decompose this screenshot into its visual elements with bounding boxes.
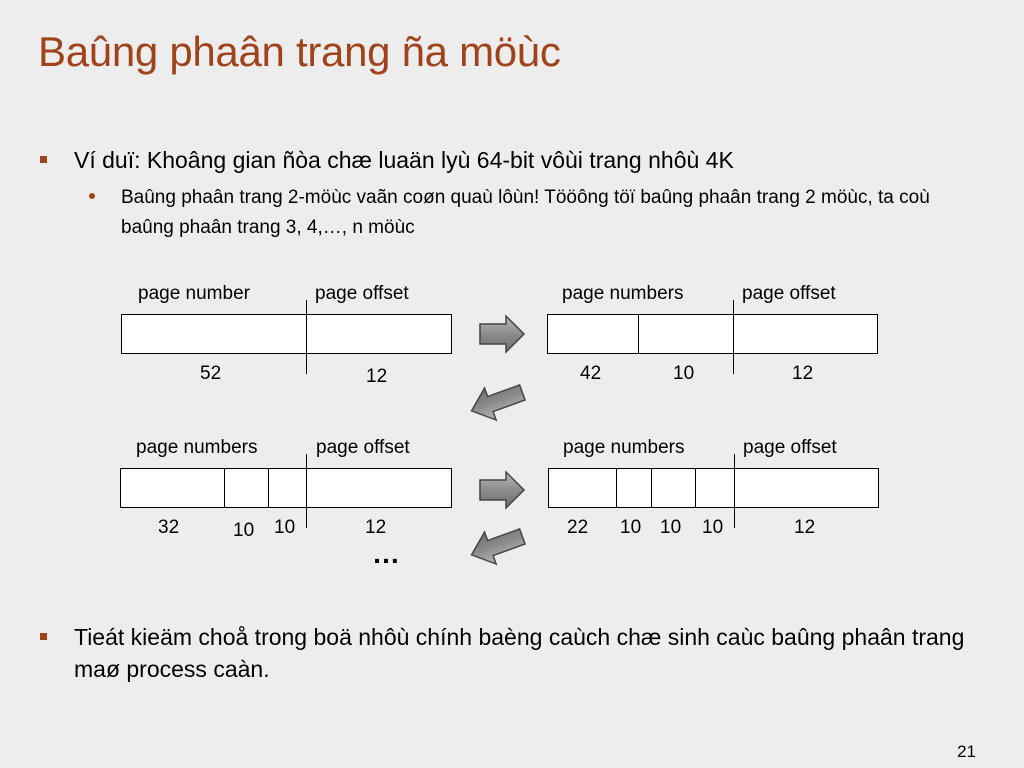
- format-1-page-offset-label: page offset: [315, 283, 409, 304]
- format-4-field-4: 10: [702, 517, 724, 538]
- format-4-page-offset-label: page offset: [743, 437, 837, 458]
- square-bullet-icon: [40, 633, 47, 640]
- format-4-page-numbers-label: page numbers: [563, 437, 685, 458]
- format-4-field-5: 12: [794, 517, 816, 538]
- ellipsis: …: [372, 538, 403, 569]
- format-2-field-2: 10: [673, 363, 695, 384]
- right-arrow-icon: [480, 472, 524, 508]
- format-2-page-numbers-label: page numbers: [562, 283, 684, 304]
- format-2-field-3: 12: [792, 363, 814, 384]
- format-3-page-offset-label: page offset: [316, 437, 410, 458]
- format-1-field-1: 52: [200, 363, 222, 384]
- bullet-2-text: Tieát kieäm choå trong boä nhôù chính baèng caùch chæ sinh caùc baûng phaân trang maø process caàn.: [74, 624, 965, 682]
- right-arrow-icon: [480, 316, 524, 352]
- format-3-field-2: 10: [233, 520, 255, 541]
- bullet-2: [40, 621, 970, 685]
- sub-bullet-1-text: Baûng phaân trang 2-möùc vaãn coøn quaù lôùn! Tööông töï baûng phaân trang 2 möùc, ta coù baûng phaân trang 3, 4,…, n möùc: [121, 187, 930, 238]
- format-1-field-2: 12: [366, 366, 388, 387]
- format-4-field-1: 22: [567, 517, 589, 538]
- slide-number: 21: [957, 742, 976, 761]
- format-2-page-offset-label: page offset: [742, 283, 836, 304]
- diagonal-arrow-icon: [466, 376, 528, 426]
- format-3-field-3: 10: [274, 517, 296, 538]
- format-4-field-3: 10: [660, 517, 682, 538]
- format-3-field-4: 12: [365, 517, 387, 538]
- format-1-page-number-label: page number: [138, 283, 250, 304]
- format-3-page-numbers-label: page numbers: [136, 437, 258, 458]
- diagonal-arrow-icon: [466, 520, 528, 570]
- bullet-1-text: Ví duï: Khoâng gian ñòa chæ luaän lyù 64-bit vôùi trang nhôù 4K: [74, 147, 734, 173]
- format-2-field-1: 42: [580, 363, 602, 384]
- format-3-field-1: 32: [158, 517, 180, 538]
- format-4-field-2: 10: [620, 517, 642, 538]
- slide-title: Baûng phaân trang ña möùc: [38, 28, 561, 75]
